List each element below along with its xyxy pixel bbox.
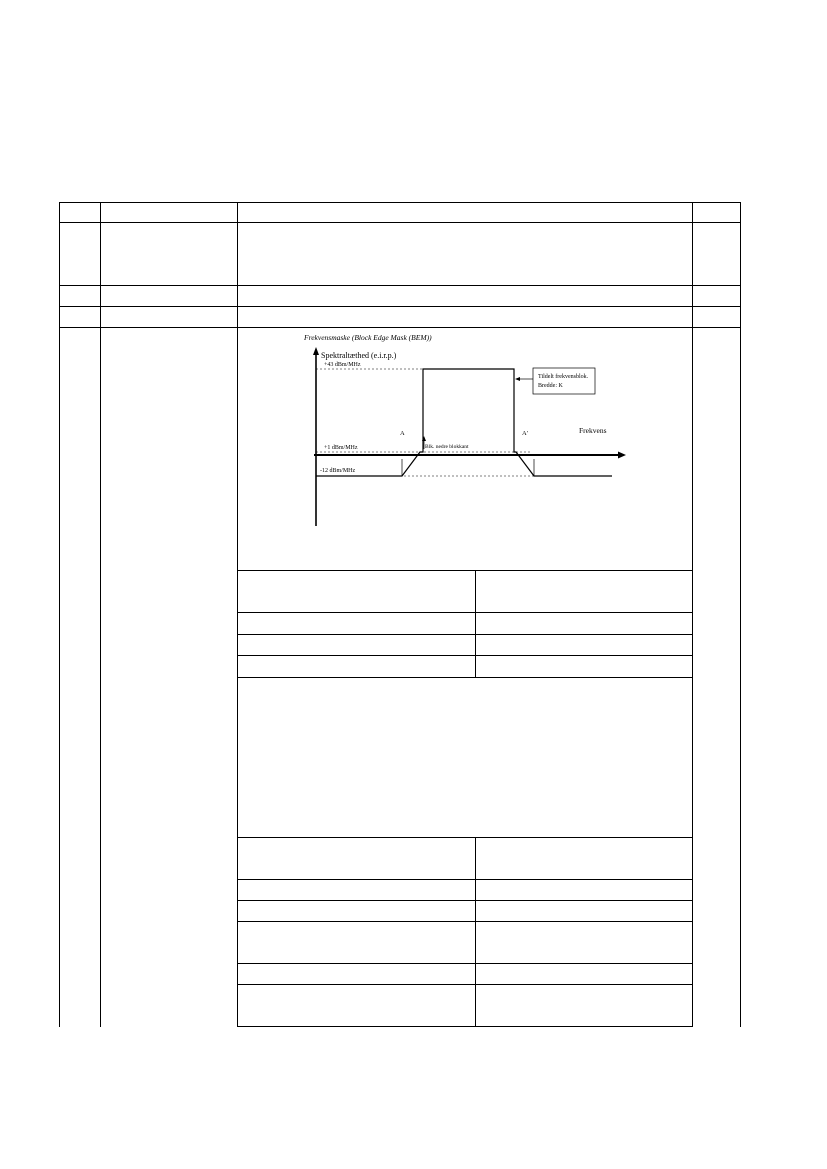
- table-column-rule: [59, 202, 60, 1027]
- subtable-rule: [237, 963, 693, 964]
- x-axis-label: Frekvens: [579, 426, 607, 435]
- level-low-label: -12 dBm/MHz: [320, 468, 356, 474]
- subtable-column-rule: [475, 570, 476, 677]
- level-mid-label: +1 dBm/MHz: [324, 445, 358, 451]
- subtable-rule: [237, 879, 693, 880]
- block-label-box: [533, 368, 595, 394]
- subtable-rule: [237, 677, 693, 678]
- subtable-rule: [237, 984, 693, 985]
- subtable-rule: [237, 921, 693, 922]
- subtable-rule: [237, 900, 693, 901]
- table-column-rule: [237, 202, 238, 1027]
- subtable-rule: [237, 612, 693, 613]
- table-column-rule: [692, 202, 693, 1027]
- subtable-rule: [237, 655, 693, 656]
- subtable-rule: [237, 1026, 693, 1027]
- lower-edge-label: Blk. nedre blokkant: [425, 444, 469, 450]
- table-rule: [59, 306, 741, 307]
- marker-a-prime: A': [522, 430, 528, 437]
- table-rule: [59, 202, 741, 203]
- y-axis-label: Spektraltæthed (e.i.r.p.): [321, 351, 397, 360]
- block-label-line1: Tildelt frekvensblok.: [538, 374, 589, 380]
- block-edge-mask-figure: [300, 331, 630, 531]
- subtable-column-rule: [475, 837, 476, 1026]
- level-high-label: +43 dBm/MHz: [324, 362, 361, 368]
- subtable-rule: [237, 837, 693, 838]
- table-column-rule: [100, 202, 101, 1027]
- table-rule: [59, 285, 741, 286]
- subtable-rule: [237, 634, 693, 635]
- table-rule: [59, 222, 741, 223]
- subtable-rule: [237, 570, 693, 571]
- block-label-line2: Bredde: K: [538, 383, 563, 389]
- marker-a: A: [400, 430, 405, 437]
- table-rule: [59, 327, 741, 328]
- figure-caption: Frekvensmaske (Block Edge Mask (BEM)): [304, 333, 432, 342]
- table-column-rule: [740, 202, 741, 1027]
